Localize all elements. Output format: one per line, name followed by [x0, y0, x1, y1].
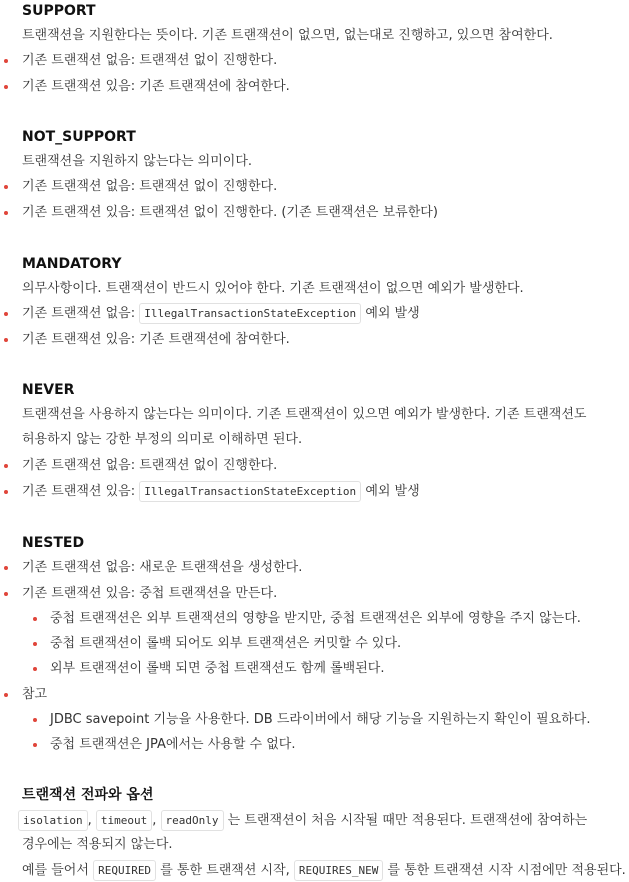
support-desc: 트랜잭션을 지원한다는 뜻이다. 기존 트랜잭션이 없으면, 없는대로 진행하고, 있으면 참여한다. [22, 28, 553, 43]
mandatory-desc: 의무사항이다. 트랜잭션이 반드시 있어야 한다. 기존 트랜잭션이 없으면 예외가 발생한다. [22, 281, 524, 296]
mandatory-heading: MANDATORY [22, 256, 122, 272]
nested-ref-1: JDBC savepoint 기능을 사용한다. DB 드라이버에서 해당 기능을 지원하는지 확인이 필요하다. [50, 712, 591, 727]
bullet-icon [4, 566, 8, 570]
options-line-2: 경우에는 적용되지 않는다. [22, 837, 173, 852]
not-support-item-2: 기존 트랜잭션 있음: 트랜잭션 없이 진행한다. (기존 트랜잭션은 보류한다) [22, 205, 438, 220]
option-code-isolation: isolation [18, 810, 88, 831]
bullet-icon [4, 211, 8, 215]
support-item-1: 기존 트랜잭션 없음: 트랜잭션 없이 진행한다. [22, 53, 278, 68]
exception-code: IllegalTransactionStateException [139, 303, 361, 324]
nested-item-3: 참고 [22, 687, 48, 702]
nested-sub-3: 외부 트랜잭션이 롤백 되면 중첩 트랜잭션도 함께 롤백된다. [50, 661, 385, 676]
mandatory-item-1-prefix: 기존 트랜잭션 없음: [22, 306, 136, 321]
never-desc-2: 허용하지 않는 강한 부정의 의미로 이해하면 된다. [22, 432, 303, 447]
bullet-icon [33, 617, 37, 621]
bullet-icon [33, 642, 37, 646]
nested-sub-2: 중첩 트랜잭션이 롤백 되어도 외부 트랜잭션은 커밋할 수 있다. [50, 636, 402, 651]
bullet-icon [4, 464, 8, 468]
never-heading: NEVER [22, 382, 75, 398]
nested-heading: NESTED [22, 535, 85, 551]
bullet-icon [33, 718, 37, 722]
bullet-icon [4, 693, 8, 697]
bullet-icon [4, 490, 8, 494]
option-code-requires-new: REQUIRES_NEW [294, 860, 383, 881]
bullet-icon [4, 185, 8, 189]
option-code-readonly: readOnly [161, 810, 224, 831]
option-code-timeout: timeout [96, 810, 152, 831]
bullet-icon [4, 592, 8, 596]
support-item-2: 기존 트랜잭션 있음: 기존 트랜잭션에 참여한다. [22, 79, 290, 94]
never-desc-1: 트랜잭션을 사용하지 않는다는 의미이다. 기존 트랜잭션이 있으면 예외가 발생한다. 기존 트랜잭션도 [22, 407, 587, 422]
bullet-icon [33, 743, 37, 747]
never-item-2 [22, 482, 420, 502]
nested-item-1: 기존 트랜잭션 없음: 새로운 트랜잭션을 생성한다. [22, 560, 303, 575]
support-heading: SUPPORT [22, 3, 96, 19]
option-code-required: REQUIRED [93, 860, 156, 881]
bullet-icon [33, 667, 37, 671]
mandatory-item-2: 기존 트랜잭션 있음: 기존 트랜잭션에 참여한다. [22, 332, 290, 347]
exception-code: IllegalTransactionStateException [139, 481, 361, 502]
bullet-icon [4, 85, 8, 89]
bullet-icon [4, 59, 8, 63]
mandatory-item-1-suffix: 예외 발생 [365, 306, 420, 321]
never-item-2-prefix: 기존 트랜잭션 있음: [22, 484, 136, 499]
options-line-1: isolation , timeout , readOnly 는 트랜잭션이 처음 시작될 때만 적용된다. 트랜잭션에 참여하는 [18, 811, 587, 831]
mandatory-item-1 [22, 304, 420, 324]
options-line-1-text: 는 트랜잭션이 처음 시작될 때만 적용된다. 트랜잭션에 참여하는 [227, 813, 588, 828]
not-support-item-1: 기존 트랜잭션 없음: 트랜잭션 없이 진행한다. [22, 179, 278, 194]
nested-ref-2: 중첩 트랜잭션은 JPA에서는 사용할 수 없다. [50, 737, 296, 752]
never-item-2-suffix: 예외 발생 [365, 484, 420, 499]
not-support-desc: 트랜잭션을 지원하지 않는다는 의미이다. [22, 154, 253, 169]
nested-sub-1: 중첩 트랜잭션은 외부 트랜잭션의 영향을 받지만, 중첩 트랜잭션은 외부에 영향을 주지 않는다. [50, 611, 581, 626]
nested-item-2: 기존 트랜잭션 있음: 중첩 트랜잭션을 만든다. [22, 586, 278, 601]
never-item-1: 기존 트랜잭션 없음: 트랜잭션 없이 진행한다. [22, 458, 278, 473]
options-line-3: 예를 들어서 REQUIRED 를 통한 트랜잭션 시작, REQUIRES_NEW 를 통한 트랜잭션 시작 시점에만 적용된다. [22, 861, 626, 881]
options-heading: 트랜잭션 전파와 옵션 [22, 787, 154, 803]
bullet-icon [4, 312, 8, 316]
bullet-icon [4, 338, 8, 342]
not-support-heading: NOT_SUPPORT [22, 129, 136, 145]
